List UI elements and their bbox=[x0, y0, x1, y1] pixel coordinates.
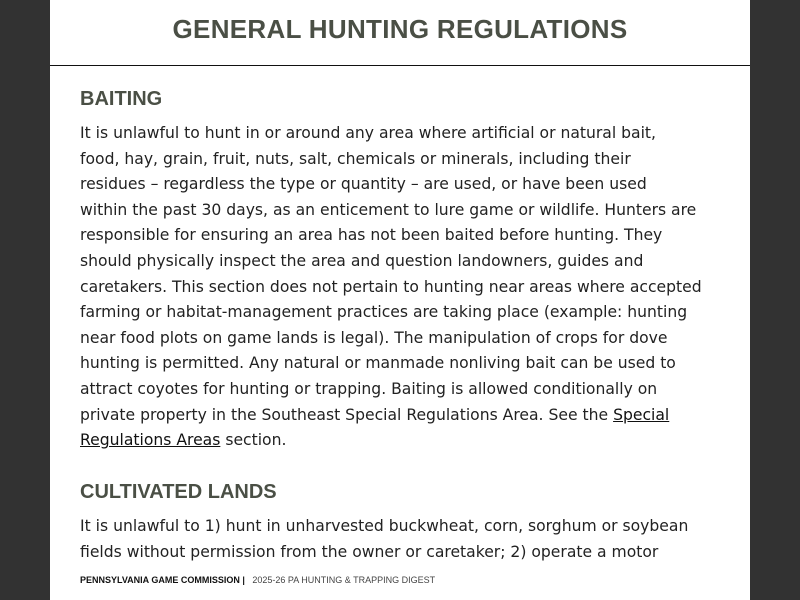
text-line: near food plots on game lands is legal). The manipulation of crops for dove bbox=[80, 328, 668, 347]
text-line: farming or habitat-management practices are taking place (example: hunting bbox=[80, 303, 688, 322]
header-divider bbox=[50, 65, 750, 66]
footer-publication: 2025-26 PA HUNTING & TRAPPING DIGEST bbox=[252, 575, 436, 585]
text-line bbox=[80, 403, 702, 429]
text-segment: section. bbox=[220, 431, 287, 450]
text-line: caretakers. This section does not pertain to hunting near areas where accepted bbox=[80, 277, 702, 296]
section-heading-baiting: BAITING bbox=[80, 88, 163, 110]
cultivated-lands-paragraph bbox=[80, 514, 688, 565]
footer-org: PENNSYLVANIA GAME COMMISSION | bbox=[80, 575, 245, 585]
text-line: attract coyotes for hunting or trapping. Baiting is allowed conditionally on bbox=[80, 379, 658, 398]
text-line: It is unlawful to 1) hunt in unharvested buckwheat, corn, sorghum or soybean bbox=[80, 517, 689, 535]
text-line: responsible for ensuring an area has not been baited before hunting. They bbox=[80, 226, 663, 245]
text-line: It is unlawful to hunt in or around any area where artificial or natural bait, bbox=[80, 124, 657, 142]
document-page bbox=[50, 0, 750, 600]
text-line: hunting is permitted. Any natural or manmade nonliving bait can be used to bbox=[80, 354, 676, 373]
text-line: within the past 30 days, as an enticement to lure game or wildlife. Hunters are bbox=[80, 200, 697, 219]
page-footer bbox=[80, 575, 435, 585]
special-regulations-areas-link[interactable]: Special bbox=[613, 405, 670, 424]
baiting-paragraph bbox=[80, 121, 702, 454]
text-line: fields without permission from the owner or caretaker; 2) operate a motor bbox=[80, 542, 659, 561]
text-segment: private property in the Southeast Special Regulations Area. See the bbox=[80, 405, 614, 424]
text-line: food, hay, grain, fruit, nuts, salt, chemicals or minerals, including their bbox=[80, 149, 631, 168]
text-line: residues – regardless the type or quantity – are used, or have been used bbox=[80, 175, 647, 194]
page-title: GENERAL HUNTING REGULATIONS bbox=[172, 14, 628, 44]
text-line bbox=[80, 428, 702, 454]
text-line: should physically inspect the area and question landowners, guides and bbox=[80, 251, 644, 270]
special-regulations-areas-link[interactable]: Regulations Areas bbox=[80, 431, 221, 450]
section-heading-cultivated-lands: CULTIVATED LANDS bbox=[80, 481, 277, 503]
